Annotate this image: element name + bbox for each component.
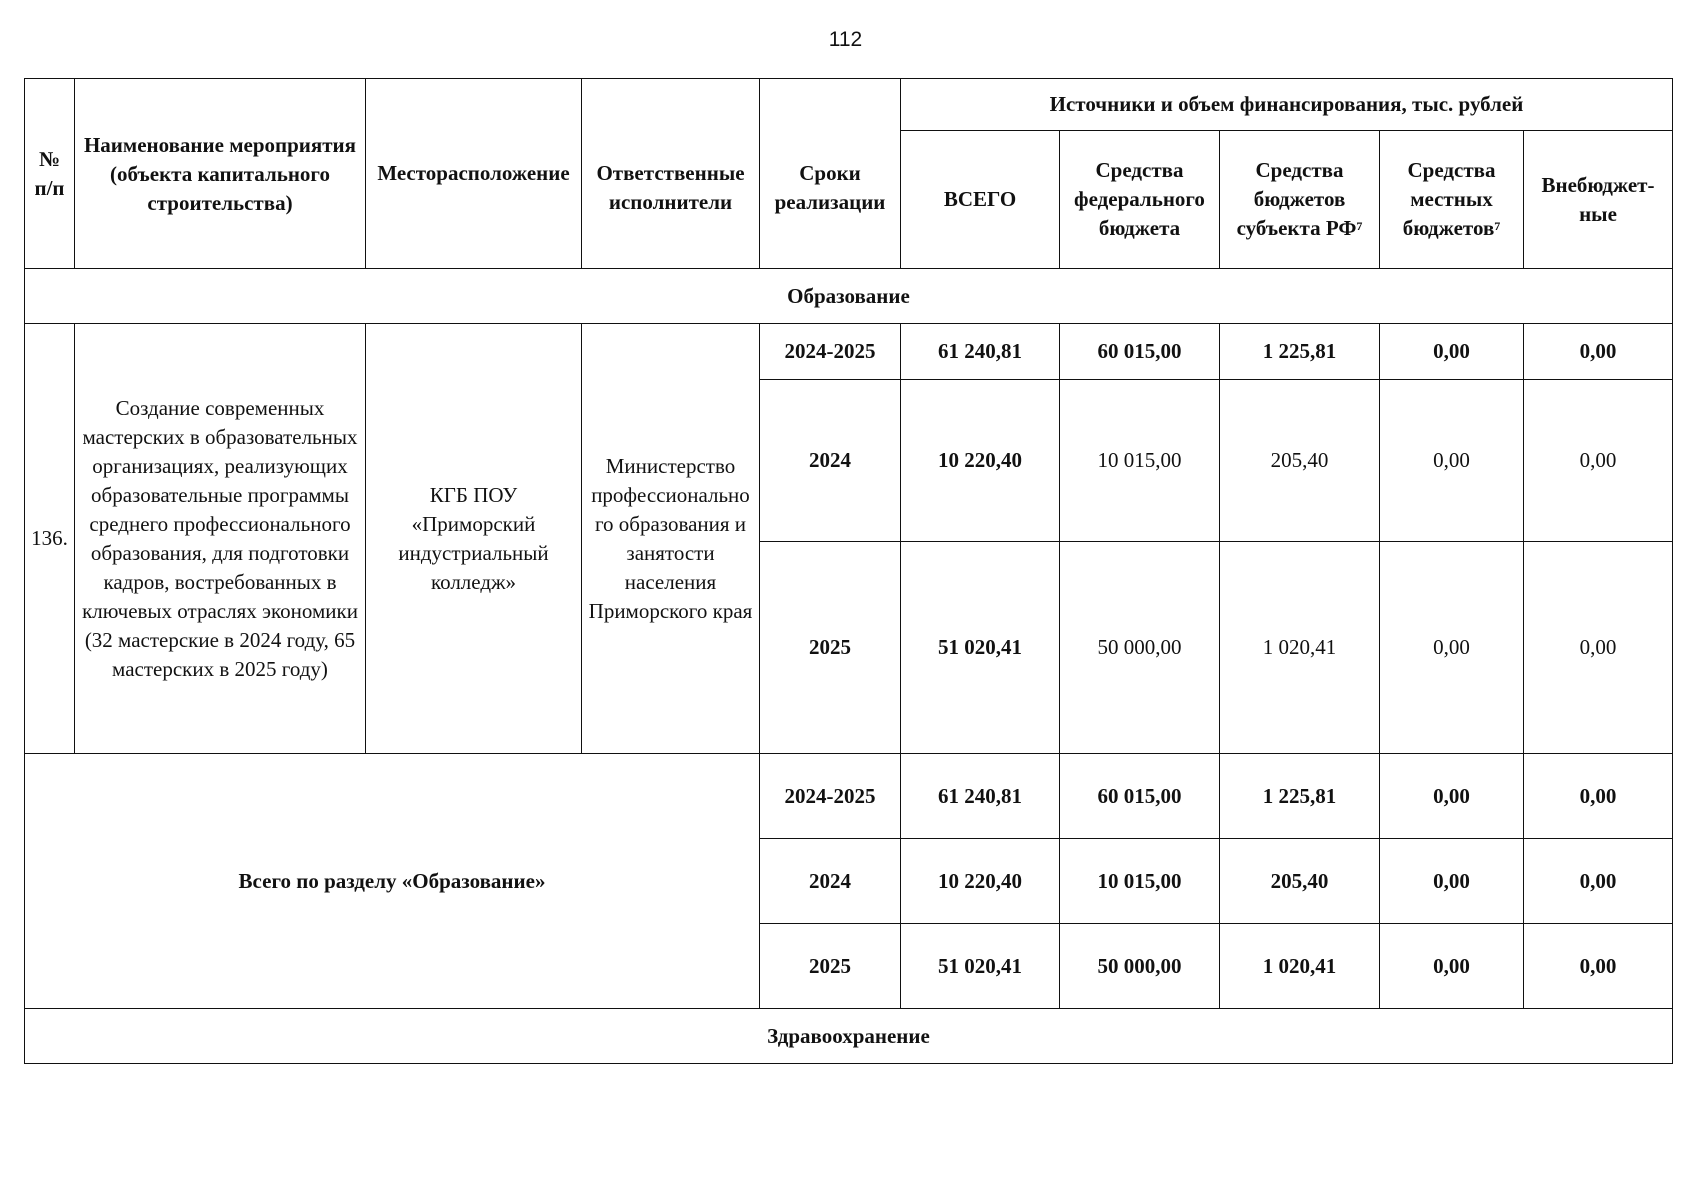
item-regional: 1 225,81	[1220, 324, 1380, 380]
item-extra: 0,00	[1524, 380, 1673, 542]
item-federal: 50 000,00	[1060, 542, 1220, 754]
total-local: 0,00	[1380, 754, 1524, 839]
total-period: 2024	[760, 839, 901, 924]
header-num: № п/п	[25, 79, 75, 269]
header-local-label: Средства местных бюджетов	[1402, 158, 1496, 240]
total-regional: 205,40	[1220, 839, 1380, 924]
total-extra: 0,00	[1524, 839, 1673, 924]
item-total: 10 220,40	[901, 380, 1060, 542]
footnote-mark: 7	[1356, 219, 1363, 233]
item-number: 136.	[25, 324, 75, 754]
total-regional: 1 225,81	[1220, 754, 1380, 839]
item-federal: 10 015,00	[1060, 380, 1220, 542]
header-extra: Внебюджет-ные	[1524, 131, 1673, 269]
header-location: Месторасположение	[366, 79, 582, 269]
item-period: 2025	[760, 542, 901, 754]
total-federal: 10 015,00	[1060, 839, 1220, 924]
item-extra: 0,00	[1524, 542, 1673, 754]
item-total: 51 020,41	[901, 542, 1060, 754]
header-executors: Ответственные исполнители	[582, 79, 760, 269]
item-federal: 60 015,00	[1060, 324, 1220, 380]
header-name: Наименование мероприятия (объекта капитального строительства)	[75, 79, 366, 269]
total-local: 0,00	[1380, 924, 1524, 1009]
item-extra: 0,00	[1524, 324, 1673, 380]
header-regional	[1220, 131, 1380, 269]
header-federal: Средства федерального бюджета	[1060, 131, 1220, 269]
item-local: 0,00	[1380, 542, 1524, 754]
header-period: Сроки реализации	[760, 79, 901, 269]
header-local	[1380, 131, 1524, 269]
financing-table	[24, 78, 1673, 1064]
item-executors: Министерство профессионально го образования и занятости населения Приморского края	[582, 324, 760, 754]
item-regional: 205,40	[1220, 380, 1380, 542]
item-regional: 1 020,41	[1220, 542, 1380, 754]
page-number: 112	[828, 28, 863, 51]
total-local: 0,00	[1380, 839, 1524, 924]
total-federal: 50 000,00	[1060, 924, 1220, 1009]
total-regional: 1 020,41	[1220, 924, 1380, 1009]
item-location: КГБ ПОУ «Приморский индустриальный колледж»	[366, 324, 582, 754]
total-total: 51 020,41	[901, 924, 1060, 1009]
header-sources: Источники и объем финансирования, тыс. рублей	[901, 79, 1673, 131]
header-total: ВСЕГО	[901, 131, 1060, 269]
total-total: 10 220,40	[901, 839, 1060, 924]
item-total: 61 240,81	[901, 324, 1060, 380]
total-extra: 0,00	[1524, 924, 1673, 1009]
item-local: 0,00	[1380, 380, 1524, 542]
section-title-education: Образование	[25, 269, 1673, 324]
header-regional-label: Средства бюджетов субъекта РФ	[1236, 158, 1357, 240]
total-period: 2024-2025	[760, 754, 901, 839]
total-extra: 0,00	[1524, 754, 1673, 839]
item-local: 0,00	[1380, 324, 1524, 380]
item-name: Создание современных мастерских в образовательных организациях, реализующих образовательные программы среднего профессионального образования, для подготовки кадров, востребованных в ключевых отраслях экономики (32 мастерские в 2024 году, 65 мастерских в 2025 году)	[75, 324, 366, 754]
total-period: 2025	[760, 924, 901, 1009]
section-total-label: Всего по разделу «Образование»	[25, 754, 760, 1009]
item-period: 2024-2025	[760, 324, 901, 380]
footnote-mark: 7	[1494, 219, 1501, 233]
total-total: 61 240,81	[901, 754, 1060, 839]
section-title-health: Здравоохранение	[25, 1009, 1673, 1064]
total-federal: 60 015,00	[1060, 754, 1220, 839]
item-period: 2024	[760, 380, 901, 542]
